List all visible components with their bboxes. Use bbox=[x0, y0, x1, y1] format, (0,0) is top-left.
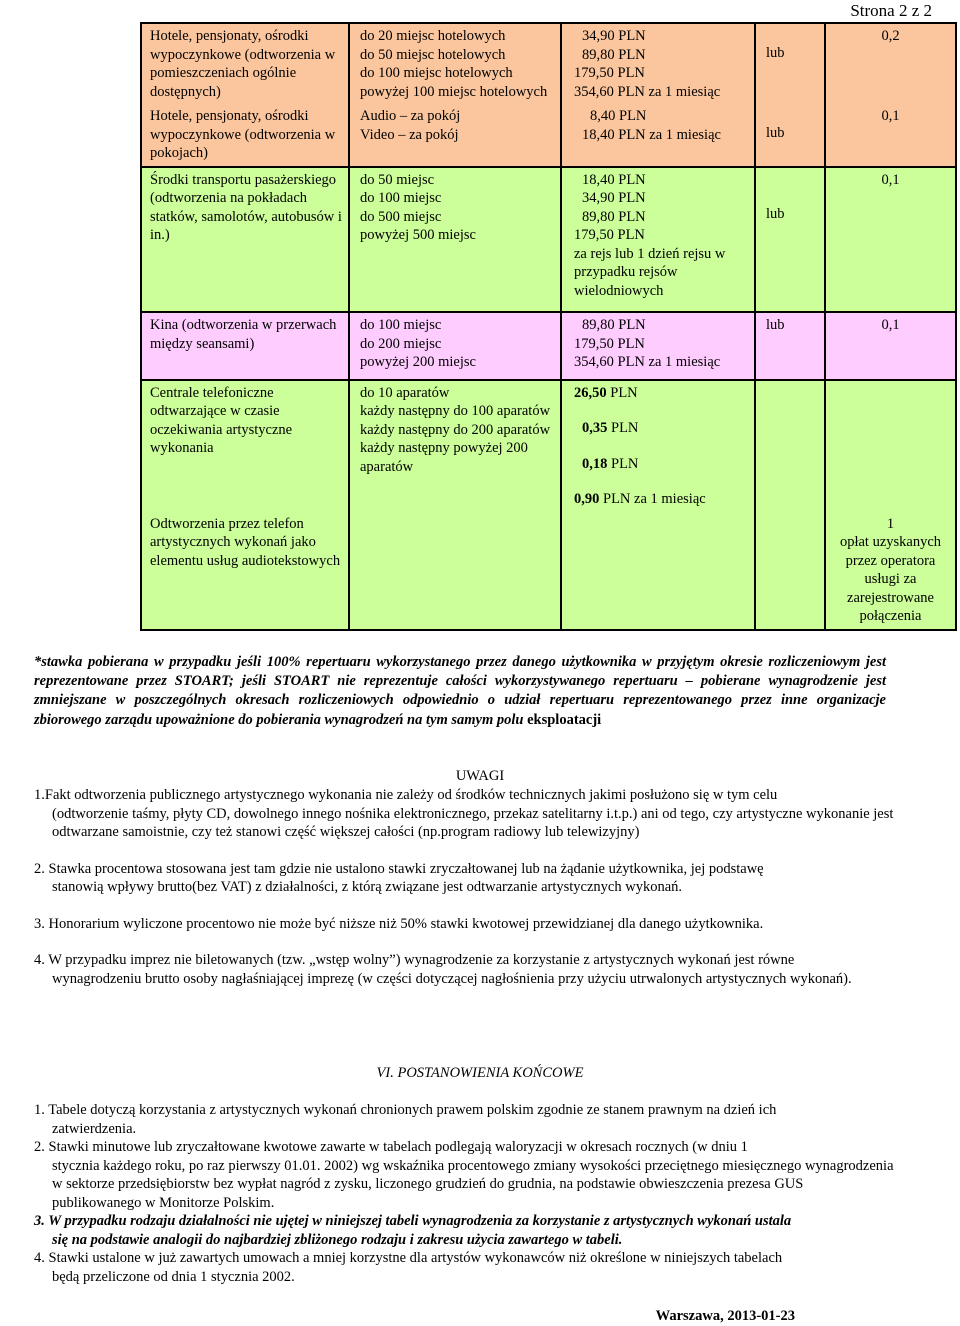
page-number: Strona 2 z 2 bbox=[850, 1, 932, 20]
uwagi-list bbox=[34, 786, 894, 988]
row-label: Kina (odtworzenia w przerwach między seansami) bbox=[141, 312, 349, 380]
row-pct: 0,1 bbox=[825, 104, 956, 167]
final-item-4: 4. Stawki ustalone w już zawartych umowach a mniej korzystne dla artystów wykonawców niż określone w niniejszych tabelach będą przeliczone od dnia 1 stycznia 2002. bbox=[34, 1250, 783, 1285]
row-ranges: do 100 miejsc do 200 miejsc powyżej 200 miejsc bbox=[349, 312, 561, 380]
uwagi-item-1: 1.Fakt odtworzenia publicznego artystycznego wykonania nie zależy od środków technicznych jakimi posłużono się w tym celu (odtworzenie taśmy, płyty CD, dowolnego innego nośnika elektronicznego, przekaz satelitarny i.t.p.) ani od tego, czy artystyczne wykonanie jest odtwarzane samoistnie, czy też stanowi część większej całości (np.program radiowy lub telewizyjny) bbox=[34, 787, 894, 840]
table-row-transport bbox=[141, 167, 956, 313]
row-pct: 0,1 bbox=[825, 312, 956, 380]
row-pct: 1 opłat uzyskanych przez operatora usługi za zarejestrowane połączenia bbox=[825, 512, 956, 630]
uwagi-title: UWAGI bbox=[455, 768, 505, 784]
signature: Warszawa, 2013-01-23 bbox=[655, 1308, 795, 1324]
row-label: Środki transportu pasażerskiego (odtworzenia na pokładach statków, samolotów, autobusów i in.) bbox=[141, 167, 349, 313]
uwagi-item-4: 4. W przypadku imprez nie biletowanych (tzw. „wstęp wolny”) wynagrodzenie za korzystanie z artystycznych wykonań jest równe wynagrodzeniu brutto osoby nagłaśniającej imprezę (w części dotyczącej nagłośnienia przy użyciu utrwalonych artystycznych wykonań). bbox=[34, 952, 852, 987]
uwagi-item-3: 3. Honorarium wyliczone procentowo nie może być niższe niż 50% stawki kwotowej przewidzianej dla danego użytkownika. bbox=[34, 915, 764, 932]
footnote: *stawka pobierana w przypadku jeśli 100% repertuaru wykorzystanego przez danego użytkownika w przyjętym okresie rozliczeniowym jest reprezentowane przez STOART; jeśli STOART nie reprezentuje całości wykorzystywanego repertuaru – pobierane wynagrodzenie jest zmniejszane w poszczególnych okresach rozliczeniowych odpowiednio o udział repertuaru reprezentowanego przez inne organizacje zbiorowego zarządu upoważnione do pobierania wynagrodzeń na tym samym polu eksploatacji bbox=[34, 654, 886, 728]
section-title: VI. POSTANOWIENIA KOŃCOWE bbox=[376, 1065, 584, 1081]
row-lub: lub bbox=[755, 104, 825, 167]
row-pct: 0,2 bbox=[825, 23, 956, 104]
final-list bbox=[34, 1101, 894, 1286]
row-lub: lub bbox=[755, 23, 825, 104]
row-label: Centrale telefoniczne odtwarzające w czasie oczekiwania artystyczne wykonania bbox=[141, 380, 349, 512]
row-prices: 89,80 PLN 179,50 PLN 354,60 PLN za 1 miesiąc bbox=[561, 312, 755, 380]
final-item-3: 3. W przypadku rodzaju działalności nie ujętej w niniejszej tabeli wynagrodzenia za korzystanie z artystycznych wykonań ustala się na podstawie analogii do najbardziej zbliżonego rodzaju i zakresu użycia zawartego w tabeli. bbox=[34, 1213, 792, 1248]
table-row-phone-exchanges bbox=[141, 380, 956, 512]
final-item-1: 1. Tabele dotyczą korzystania z artystycznych wykonań chronionych prawem polskim zgodnie ze stanem prawnym na dzień ich zatwierdzenia. bbox=[34, 1102, 777, 1137]
table-row-cinemas bbox=[141, 312, 956, 380]
row-prices: 18,40 PLN 34,90 PLN 89,80 PLN 179,50 PLN za rejs lub 1 dzień rejsu w przypadku rejsów wielodniowych bbox=[561, 167, 755, 313]
table-row-hotels-rooms bbox=[141, 104, 956, 167]
row-ranges: do 50 miejsc do 100 miejsc do 500 miejsc powyżej 500 miejsc bbox=[349, 167, 561, 313]
row-label: Hotele, pensjonaty, ośrodki wypoczynkowe (odtworzenia w pomieszczeniach ogólnie dostępnych) bbox=[141, 23, 349, 104]
uwagi-item-2: 2. Stawka procentowa stosowana jest tam gdzie nie ustalono stawki zryczałtowanej lub na żądanie użytkownika, jej podstawę stanowią wpływy brutto(bez VAT) z działalności, z którą związane jest odtwarzanie artystycznych wykonań. bbox=[34, 860, 764, 895]
row-ranges: do 20 miejsc hotelowych do 50 miejsc hotelowych do 100 miejsc hotelowych powyżej 100 miejsc hotelowych bbox=[349, 23, 561, 104]
transport-note: za rejs lub 1 dzień rejsu w przypadku rejsów wielodniowych bbox=[574, 245, 726, 299]
row-lub: lub bbox=[755, 312, 825, 380]
row-ranges: do 10 aparatów każdy następny do 100 aparatów każdy następny do 200 aparatów każdy następny powyżej 200 aparatów bbox=[349, 380, 561, 512]
row-prices: 34,90 PLN 89,80 PLN 179,50 PLN 354,60 PLN za 1 miesiąc bbox=[561, 23, 755, 104]
table-row-audiotext bbox=[141, 512, 956, 630]
row-prices: 8,40 PLN 18,40 PLN za 1 miesiąc bbox=[561, 104, 755, 167]
row-prices: 26,50 PLN 0,35 PLN 0,18 PLN 0,90 PLN za 1 miesiąc bbox=[561, 380, 755, 512]
final-item-2: 2. Stawki minutowe lub zryczałtowane kwotowe zawarte w tabelach podlegają waloryzacji w okresach rocznych (w dniu 1 stycznia każdego roku, po raz pierwszy 01.01. 2002) wg wskaźnika procentowego zmiany wysokości przeciętnego miesięcznego wynagrodzenia w sektorze przedsiębiorstw bez wypłat nagród z zysku, liczonego grudzień do grudnia, na podstawie obwieszczenia prezesa GUS publikowanego w Monitorze Polskim. bbox=[34, 1139, 894, 1211]
table-row-hotels-common bbox=[141, 23, 956, 104]
row-lub: lub bbox=[755, 167, 825, 313]
rates-table bbox=[140, 22, 957, 631]
row-label: Hotele, pensjonaty, ośrodki wypoczynkowe (odtworzenia w pokojach) bbox=[141, 104, 349, 167]
row-label: Odtworzenia przez telefon artystycznych wykonań jako elementu usług audiotekstowych bbox=[141, 512, 349, 630]
row-pct: 0,1 bbox=[825, 167, 956, 313]
row-ranges: Audio – za pokój Video – za pokój bbox=[349, 104, 561, 167]
